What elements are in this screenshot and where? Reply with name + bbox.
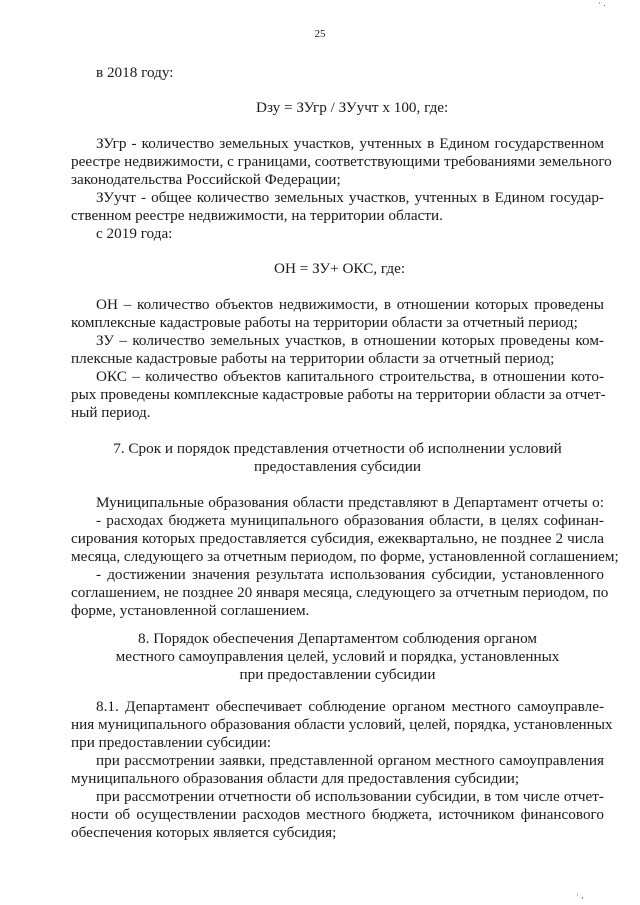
def-zugr-line-3: законодательства Российской Федерации;: [71, 171, 341, 188]
def-on-line-2: комплексные кадастровые работы на территории области за отчетный период;: [71, 314, 578, 331]
scan-mark-bottom: · ,: [576, 890, 584, 900]
para-2018: в 2018 году:: [96, 64, 174, 81]
section7-body-line-3: сирования которых предоставляется субсидия, ежеквартально, не позднее 2 числа: [71, 530, 604, 547]
para-2019: с 2019 года:: [96, 225, 173, 242]
section8-title-line-3: при предоставлении субсидии: [239, 666, 436, 683]
def-zu-line-2: плексные кадастровые работы на территории области за отчетный период;: [71, 350, 555, 367]
section8-title-line-2: местного самоуправления целей, условий и порядка, установленных: [115, 648, 560, 665]
def-zugr-line-2: реестре недвижимости, с границами, соответствующими требованиями земельного: [71, 153, 612, 170]
def-oks-line-2: рых проведены комплексные кадастровые работы на территории области за отчет-: [71, 386, 606, 403]
section8-body-line-2: ния муниципального образования области условий, целей, порядка, установленных: [71, 716, 613, 733]
section8-body-line-8: обеспечения которых является субсидия;: [71, 824, 337, 841]
section7-body-line-6: соглашением, не позднее 20 января месяца, следующего за отчетным периодом, по: [71, 584, 609, 601]
section7-body-line-1: Муниципальные образования области представляют в Департамент отчеты о:: [96, 494, 604, 511]
page-number: 25: [314, 28, 326, 40]
section7-body-line-7: форме, установленной соглашением.: [71, 602, 310, 619]
section8-body-line-3: при предоставлении субсидии:: [71, 734, 272, 751]
formula-on: ОН = ЗУ+ ОКС, где:: [274, 260, 406, 277]
def-zuucht-line-2: ственном реестре недвижимости, на территории области.: [71, 207, 443, 224]
def-on-line-1: ОН – количество объектов недвижимости, в отношении которых проведены: [96, 296, 604, 313]
section7-body-line-2: - расходах бюджета муниципального образования области, в целях софинан-: [96, 512, 604, 529]
section8-body-line-5: муниципального образования области для предоставления субсидии;: [71, 770, 520, 787]
def-oks-line-3: ный период.: [71, 404, 151, 421]
scan-mark-top: · .: [598, 0, 606, 8]
section7-body-line-5: - достижении значения результата использования субсидии, установленного: [96, 566, 604, 583]
section8-body-line-1: 8.1. Департамент обеспечивает соблюдение органом местного самоуправле-: [96, 698, 604, 715]
section8-body-line-7: ности об осуществлении расходов местного бюджета, источником финансового: [71, 806, 604, 823]
section7-body-line-4: месяца, следующего за отчетным периодом, по форме, установленной соглашением;: [71, 548, 619, 565]
section8-body-line-4: при рассмотрении заявки, представленной органом местного самоуправления: [96, 752, 604, 769]
def-oks-line-1: ОКС – количество объектов капитального строительства, в отношении кото-: [96, 368, 604, 385]
section7-title-line-2: предоставления субсидии: [253, 458, 422, 475]
section8-body-line-6: при рассмотрении отчетности об использовании субсидии, в том числе отчет-: [96, 788, 604, 805]
def-zu-line-1: ЗУ – количество земельных участков, в отношении которых проведены ком-: [96, 332, 604, 349]
section8-title-line-1: 8. Порядок обеспечения Департаментом соблюдения органом: [138, 630, 537, 647]
def-zuucht-line-1: ЗУучт - общее количество земельных участков, учтенных в Едином государ-: [96, 189, 604, 206]
formula-dzu: Dзу = ЗУгр / ЗУучт х 100, где:: [256, 99, 449, 116]
def-zugr-line-1: ЗУгр - количество земельных участков, учтенных в Едином государственном: [96, 135, 604, 152]
section7-title-line-1: 7. Срок и порядок представления отчетности об исполнении условий: [113, 440, 562, 457]
